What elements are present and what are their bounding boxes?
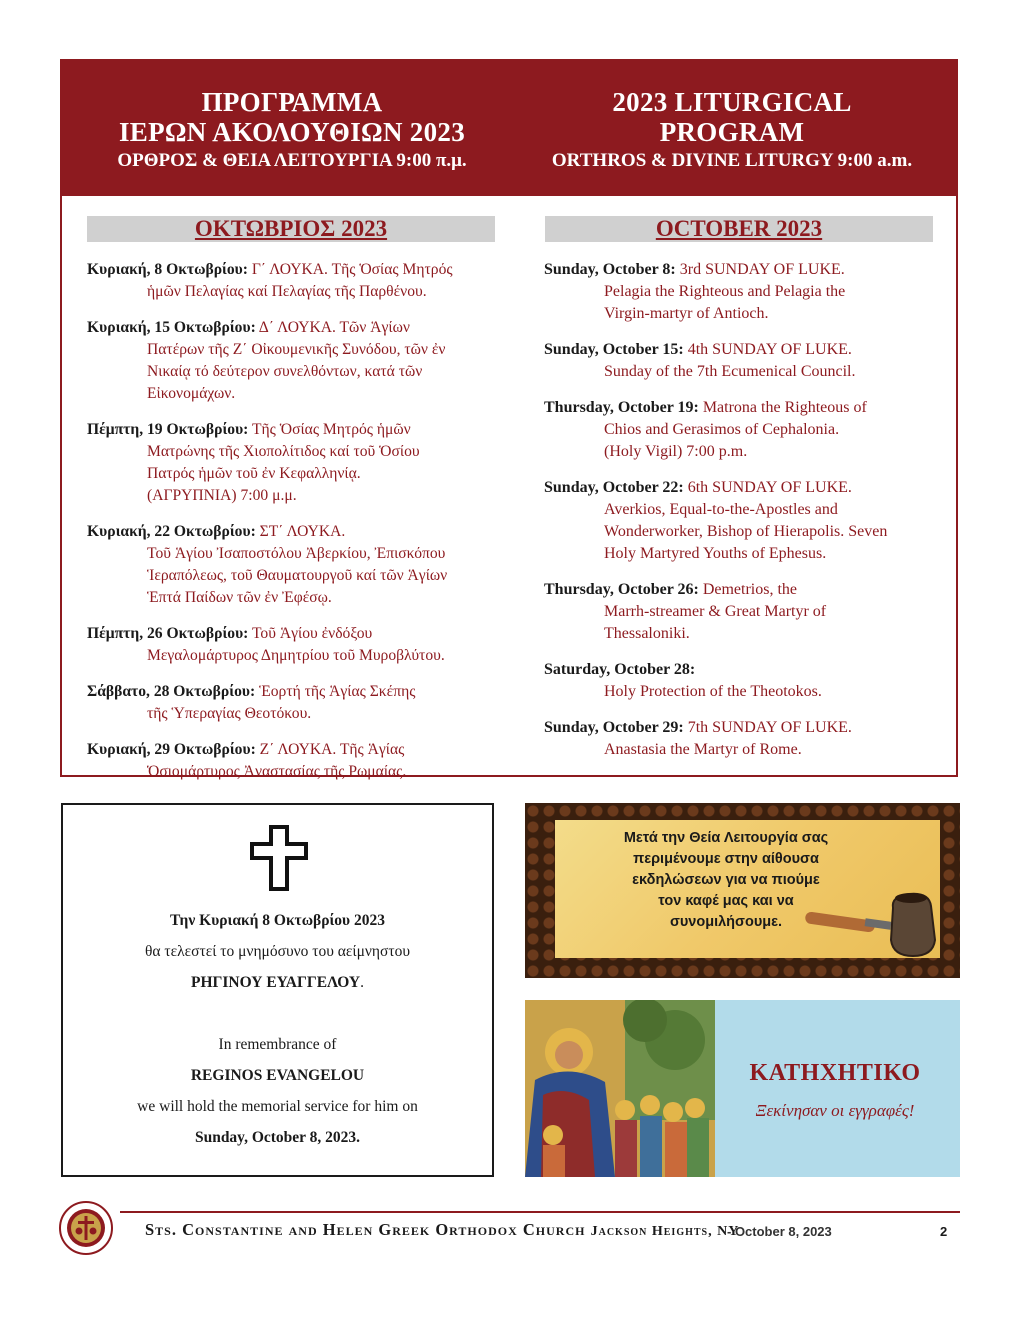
page-number: 2 xyxy=(940,1224,948,1239)
schedule-entry xyxy=(87,521,502,609)
schedule-entry xyxy=(87,317,502,405)
entry-date: Saturday, October 28: xyxy=(544,661,696,678)
footer-divider xyxy=(120,1211,960,1213)
memorial-greek-name-row: ΡΗΓΙΝΟΥ ΕΥΑΓΓΕΛΟΥ. xyxy=(191,974,364,991)
cross-icon xyxy=(250,825,308,891)
entry-feast: Τῆς Ὁσίας Μητρός ἡμῶν xyxy=(248,421,411,438)
entry-feast: Τοῦ Ἁγίου ἐνδόξου xyxy=(248,625,373,642)
coffee-text-line: συνομιλήσουμε. xyxy=(669,914,783,930)
schedule-entry xyxy=(544,579,939,645)
entry-date: Κυριακή, 15 Οκτωβρίου: xyxy=(87,319,256,336)
entry-continuation: Πατρός ἡμῶν τοῦ ἐν Κεφαλληνίᾳ. xyxy=(147,465,361,482)
entry-continuation: Pelagia the Righteous and Pelagia the xyxy=(604,283,846,300)
entry-feast: 6th SUNDAY OF LUKE. xyxy=(683,479,852,496)
entry-feast: Ἑορτή τῆς Ἁγίας Σκέπης xyxy=(255,683,416,700)
schedule-entry xyxy=(87,739,502,783)
footer-church-title: Sts. Constantine and Helen Greek Orthodox Church xyxy=(145,1220,586,1239)
memorial-english-date: Sunday, October 8, 2023. xyxy=(194,1129,361,1146)
schedule-entry xyxy=(544,659,939,703)
entry-date: Sunday, October 15: xyxy=(544,341,684,358)
entry-continuation: Ματρώνης τῆς Χιοπολίτιδος καί τοῦ Ὁσίου xyxy=(147,443,420,460)
memorial-greek-date: Την Κυριακή 8 Οκτωβρίου 2023 xyxy=(170,912,385,929)
entry-feast: Ζ΄ ΛΟΥΚΑ. Τῆς Ἁγίας xyxy=(255,741,405,758)
entry-continuation: Anastasia the Martyr of Rome. xyxy=(604,741,802,758)
christ-with-children-icon xyxy=(525,1000,715,1177)
catechism-banner xyxy=(525,1000,960,1177)
schedule-entry xyxy=(87,259,502,303)
schedule-entry xyxy=(87,419,502,507)
english-month-title: OCTOBER 2023 xyxy=(545,216,933,242)
entry-continuation: ἡμῶν Πελαγίας καί Πελαγίας τῆς Παρθένου. xyxy=(147,283,427,300)
memorial-english-line2: we will hold the memorial service for him on xyxy=(137,1098,418,1115)
catechism-subtitle: Ξεκίνησαν οι εγγραφές! xyxy=(755,1101,915,1120)
footer-church-location: Jackson Heights, NY xyxy=(590,1224,740,1239)
entry-continuation: Νικαίᾳ τό δεύτερον συνελθόντων, κατά τῶν xyxy=(147,363,423,380)
greek-header-line2: ΙΕΡΩΝ ΑΚΟΛΟΥΘΙΩΝ 2023 xyxy=(118,117,466,147)
entry-continuation: Εἰκονομάχων. xyxy=(147,385,236,402)
greek-header-line1: ΠΡΟΓΡΑΜΜΑ xyxy=(201,87,383,117)
memorial-greek-name: ΡΗΓΙΝΟΥ ΕΥΑΓΓΕΛΟΥ xyxy=(191,974,361,991)
entry-continuation: Wonderworker, Bishop of Hierapolis. Seven xyxy=(604,523,888,540)
schedule-entry xyxy=(544,259,939,325)
schedule-entry xyxy=(544,339,939,383)
entry-feast: Γ΄ ΛΟΥΚΑ. Τῆς Ὁσίας Μητρός xyxy=(247,261,453,278)
entry-feast: 3rd SUNDAY OF LUKE. xyxy=(675,261,845,278)
english-header-line1: 2023 LITURGICAL xyxy=(612,87,852,117)
schedule-entry xyxy=(544,477,939,565)
english-header-line2: PROGRAM xyxy=(659,117,805,147)
entry-continuation: Marrh-streamer & Great Martyr of xyxy=(604,603,827,620)
memorial-english-name: REGINOS EVANGELOU xyxy=(190,1067,365,1084)
entry-date: Κυριακή, 8 Οκτωβρίου: xyxy=(87,261,248,278)
memorial-greek-line: θα τελεστεί το μνημόσυνο του αείμνηστου xyxy=(144,943,411,960)
schedule-entry xyxy=(87,681,502,725)
footer-date: - October 8, 2023 xyxy=(727,1224,832,1239)
coffee-text-line: τον καφέ μας και να xyxy=(658,893,794,909)
entry-continuation: Averkios, Equal-to-the-Apostles and xyxy=(604,501,838,518)
coffee-text-line: εκδηλώσεων για να πιούμε xyxy=(632,872,820,888)
entry-feast: Matrona the Righteous of xyxy=(698,399,867,416)
entry-continuation: Ἱεραπόλεως, τοῦ Θαυματουργοῦ καί τῶν Ἁγίων xyxy=(147,567,448,584)
coffee-text-line: περιμένουμε στην αίθουσα xyxy=(633,851,819,867)
english-header xyxy=(512,87,952,175)
entry-date: Thursday, October 19: xyxy=(544,399,699,416)
entry-date: Σάββατο, 28 Οκτωβρίου: xyxy=(87,683,256,700)
footer-church-name xyxy=(145,1220,739,1240)
coffee-text-line: Μετά την Θεία Λειτουργία σας xyxy=(623,830,829,846)
entry-continuation: Τοῦ Ἁγίου Ἰσαποστόλου Ἀβερκίου, Ἐπισκόπου xyxy=(147,545,446,562)
entry-feast: 4th SUNDAY OF LUKE. xyxy=(683,341,852,358)
greek-entries xyxy=(87,259,502,797)
catechism-title: ΚΑΤΗΧΗΤΙΚΟ xyxy=(749,1060,921,1086)
greek-header xyxy=(72,87,512,175)
coffee-panel xyxy=(555,820,940,958)
entry-continuation: Chios and Gerasimos of Cephalonia. xyxy=(604,421,840,438)
entry-date: Πέμπτη, 26 Οκτωβρίου: xyxy=(87,625,249,642)
entry-continuation: (Holy Vigil) 7:00 p.m. xyxy=(604,443,748,460)
greek-month-title: ΟΚΤΩΒΡΙΟΣ 2023 xyxy=(87,216,495,242)
entry-feast: 7th SUNDAY OF LUKE. xyxy=(683,719,852,736)
entry-continuation: τῆς Ὑπεραγίας Θεοτόκου. xyxy=(147,705,312,722)
entry-continuation: Holy Protection of the Theotokos. xyxy=(604,683,822,700)
entry-continuation: Holy Martyred Youths of Ephesus. xyxy=(604,545,827,562)
greek-header-line3: ΟΡΘΡΟΣ & ΘΕΙΑ ΛΕΙΤΟΥΡΓΙΑ 9:00 π.μ. xyxy=(117,150,467,171)
english-header-line3: ORTHROS & DIVINE LITURGY 9:00 a.m. xyxy=(551,150,913,171)
entry-date: Κυριακή, 29 Οκτωβρίου: xyxy=(87,741,256,758)
entry-continuation: Thessaloniki. xyxy=(604,625,690,642)
entry-continuation: Πατέρων τῆς Ζ΄ Οἰκουμενικῆς Συνόδου, τῶν ἐν xyxy=(147,341,446,358)
entry-continuation: Μεγαλομάρτυρος Δημητρίου τοῦ Μυροβλύτου. xyxy=(147,647,445,664)
entry-date: Πέμπτη, 19 Οκτωβρίου: xyxy=(87,421,249,438)
memorial-notice xyxy=(61,803,494,1177)
english-entries xyxy=(544,259,939,775)
entry-feast: ΣΤ΄ ΛΟΥΚΑ. xyxy=(255,523,346,540)
coffee-pot-icon xyxy=(805,880,955,960)
entry-continuation: (ΑΓΡΥΠΝΙΑ) 7:00 μ.μ. xyxy=(147,487,297,504)
entry-continuation: Ὁσιομάρτυρος Ἀναστασίας τῆς Ρωμαίας. xyxy=(147,763,407,780)
church-seal-icon xyxy=(58,1200,114,1256)
entry-continuation: Ἑπτά Παίδων τῶν ἐν Ἐφέσῳ. xyxy=(147,589,332,606)
entry-feast: Demetrios, the xyxy=(698,581,798,598)
coffee-hour-banner xyxy=(525,803,960,978)
liturgical-program xyxy=(60,59,958,780)
memorial-text xyxy=(63,905,492,1153)
entry-feast: Δ΄ ΛΟΥΚΑ. Τῶν Ἁγίων xyxy=(255,319,410,336)
entry-continuation: Sunday of the 7th Ecumenical Council. xyxy=(604,363,856,380)
entry-date: Sunday, October 8: xyxy=(544,261,676,278)
entry-continuation: Virgin-martyr of Antioch. xyxy=(604,305,769,322)
entry-date: Sunday, October 22: xyxy=(544,479,684,496)
entry-date: Κυριακή, 22 Οκτωβρίου: xyxy=(87,523,256,540)
schedule-entry xyxy=(87,623,502,667)
memorial-english-line1: In remembrance of xyxy=(218,1036,337,1053)
entry-date: Thursday, October 26: xyxy=(544,581,699,598)
schedule-entry xyxy=(544,717,939,761)
entry-date: Sunday, October 29: xyxy=(544,719,684,736)
program-header xyxy=(62,61,956,196)
schedule-entry xyxy=(544,397,939,463)
